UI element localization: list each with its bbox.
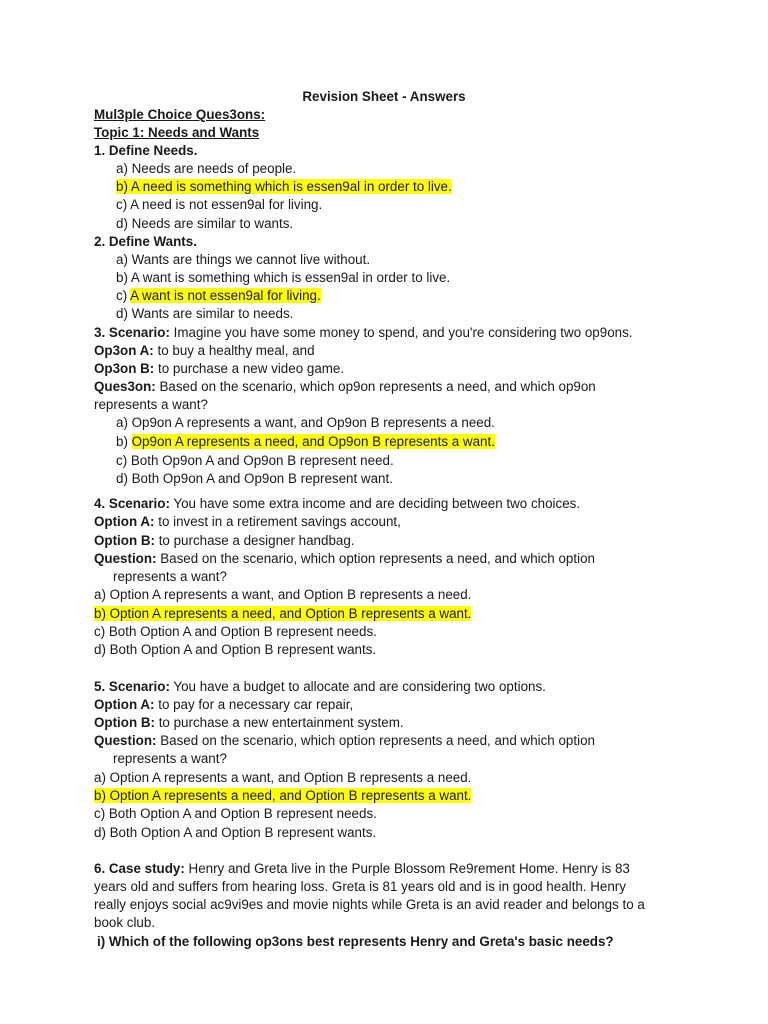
q6-line-4: book club.: [94, 915, 156, 930]
q2-option-b: b) A want is something which is essen9al in order to live.: [116, 270, 451, 285]
q4-option-a: a) Option A represents a want, and Option B represents a need.: [94, 587, 472, 602]
q5-option-b-label: Option B:: [94, 715, 155, 730]
q5-option-c: c) Both Option A and Option B represent needs.: [94, 806, 377, 821]
q3-option-a-text: to buy a healthy meal, and: [153, 343, 315, 358]
q3-option-a-label: Op3on A:: [94, 343, 154, 358]
q2-option-c-prefix: c): [116, 288, 131, 303]
q2-heading: 2. Define Wants.: [94, 234, 197, 249]
q5-option-a-desc: [94, 696, 353, 713]
q6-case-study-label: 6. Case study:: [94, 861, 185, 876]
q3-option-b-desc: [94, 360, 344, 377]
q4-option-b-label: Option B:: [94, 533, 155, 548]
q5-question: [94, 732, 595, 749]
q5-scenario-text: You have a budget to allocate and are considering two options.: [169, 679, 546, 694]
page-title: Revision Sheet - Answers: [302, 89, 466, 104]
q3-question-label: Ques3on:: [94, 379, 156, 394]
q5-question-cont: represents a want?: [113, 751, 227, 766]
q3-scenario-text: Imagine you have some money to spend, and you're considering two op9ons.: [169, 325, 633, 340]
q3-option-b-label: Op3on B:: [94, 361, 155, 376]
q6-line-3: really enjoys social ac9vi9es and movie nights while Greta is an avid reader and belongs to a: [94, 897, 645, 912]
q4-option-a-desc: [94, 513, 401, 530]
q5-option-d: d) Both Option A and Option B represent wants.: [94, 825, 377, 840]
q4-option-a-text: to invest in a retirement savings account,: [154, 514, 401, 529]
q3-option-b: [116, 433, 495, 450]
q4-option-d: d) Both Option A and Option B represent wants.: [94, 642, 377, 657]
q2-answer-highlight: A want is not essen9al for living.: [130, 288, 321, 303]
q4-option-b-text: to purchase a designer handbag.: [154, 533, 355, 548]
q3-scenario: [94, 324, 633, 341]
q4-question-label: Question:: [94, 551, 157, 566]
q3-scenario-label: 3. Scenario:: [94, 325, 170, 340]
section-heading: Mul3ple Choice Ques3ons:: [94, 107, 266, 122]
q1-option-b: [116, 178, 452, 195]
q4-question-text: Based on the scenario, which option represents a need, and which option: [156, 551, 595, 566]
q1-option-d: d) Needs are similar to wants.: [116, 216, 294, 231]
q4-option-b: [94, 605, 471, 622]
q4-scenario: [94, 495, 580, 512]
q4-option-a-label: Option A:: [94, 514, 155, 529]
q4-option-c: c) Both Option A and Option B represent needs.: [94, 624, 377, 639]
q5-scenario: [94, 678, 546, 695]
q4-scenario-text: You have some extra income and are deciding between two choices.: [169, 496, 581, 511]
q5-option-b: [94, 787, 471, 804]
q3-option-c: c) Both Op9on A and Op9on B represent need.: [116, 453, 394, 468]
q3-option-a: a) Op9on A represents a want, and Op9on B represents a need.: [116, 415, 495, 430]
q5-option-a-label: Option A:: [94, 697, 155, 712]
q5-answer-highlight: b) Option A represents a need, and Option B represents a want.: [94, 788, 472, 803]
q6-sub-question-i: i) Which of the following op3ons best represents Henry and Greta's basic needs?: [97, 934, 614, 949]
q1-option-a: a) Needs are needs of people.: [116, 161, 297, 176]
topic-heading: Topic 1: Needs and Wants: [94, 125, 260, 140]
q6-line-2: years old and suffers from hearing loss. Greta is 81 years old and is in good health. Henry: [94, 879, 626, 894]
q1-heading: 1. Define Needs.: [94, 143, 198, 158]
q5-question-text: Based on the scenario, which option represents a need, and which option: [156, 733, 595, 748]
q4-question-cont: represents a want?: [113, 569, 227, 584]
q5-option-b-text: to purchase a new entertainment system.: [154, 715, 404, 730]
q6-line-1: Henry and Greta live in the Purple Blossom Re9rement Home. Henry is 83: [184, 861, 630, 876]
q3-question: [94, 378, 596, 395]
q5-option-a: a) Option A represents a want, and Option B represents a need.: [94, 770, 472, 785]
q4-question: [94, 550, 595, 567]
q2-option-d: d) Wants are similar to needs.: [116, 306, 294, 321]
q3-question-cont: represents a want?: [94, 397, 208, 412]
q3-option-b-text: to purchase a new video game.: [154, 361, 345, 376]
q3-question-text: Based on the scenario, which op9on represents a need, and which op9on: [155, 379, 596, 394]
q3-option-b-prefix: b): [116, 434, 132, 449]
q3-option-d: d) Both Op9on A and Op9on B represent want.: [116, 471, 393, 486]
q4-option-b-desc: [94, 532, 355, 549]
q4-answer-highlight: b) Option A represents a need, and Option B represents a want.: [94, 606, 472, 621]
q2-option-a: a) Wants are things we cannot live without.: [116, 252, 371, 267]
q1-answer-highlight: b) A need is something which is essen9al in order to live.: [116, 179, 452, 194]
q3-option-a-desc: [94, 342, 315, 359]
q3-answer-highlight: Op9on A represents a need, and Op9on B represents a want.: [131, 434, 495, 449]
q5-question-label: Question:: [94, 733, 157, 748]
q6-case-study: [94, 860, 630, 877]
q4-scenario-label: 4. Scenario:: [94, 496, 170, 511]
q1-option-c: c) A need is not essen9al for living.: [116, 197, 323, 212]
q5-option-b-desc: [94, 714, 404, 731]
q5-scenario-label: 5. Scenario:: [94, 679, 170, 694]
q5-option-a-text: to pay for a necessary car repair,: [154, 697, 354, 712]
q2-option-c: [116, 287, 321, 304]
